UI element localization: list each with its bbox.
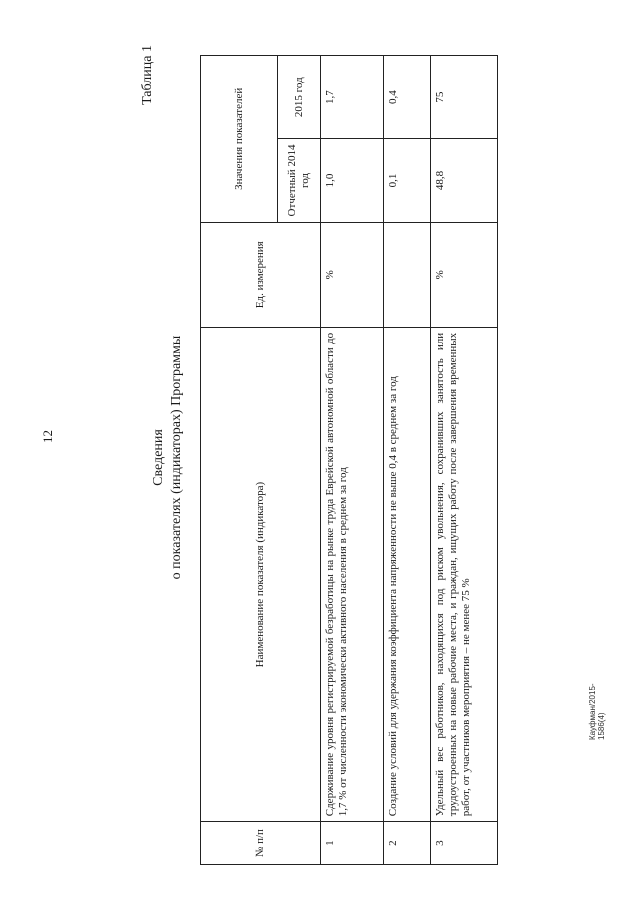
rotated-page-content bbox=[140, 45, 620, 870]
row-num: 1 bbox=[321, 822, 384, 865]
table-row bbox=[431, 56, 498, 865]
title-line-2: о показателях (индикаторах) Программы bbox=[169, 335, 184, 580]
indicators-table bbox=[200, 55, 498, 865]
row-plan-value: 0,4 bbox=[384, 56, 431, 139]
header-unit: Ед. измерения bbox=[201, 222, 321, 327]
row-unit: % bbox=[431, 222, 498, 327]
row-plan-value: 1,7 bbox=[321, 56, 384, 139]
header-num: № п/п bbox=[201, 822, 321, 865]
table-row bbox=[321, 56, 384, 865]
table-caption: Таблица 1 bbox=[140, 45, 155, 105]
page-title bbox=[150, 45, 186, 870]
header-name: Наименование показателя (индикатора) bbox=[201, 327, 321, 821]
row-name: Сдерживание уровня регистрируемой безработицы на рынке труда Еврейской автономной области до 1,7 % от численности экономически активного населения в среднем за год bbox=[321, 327, 384, 821]
row-name: Удельный вес работников, находящихся под риском увольнения, сохранивших занятость или трудоустроенных на новые рабочие места, и граждан, ищущих работу после завершения временных работ, от участников мероприятия – не менее 75 % bbox=[431, 327, 498, 821]
row-name: Создание условий для удержания коэффициента напряженности не выше 0,4 в среднем за год bbox=[384, 327, 431, 821]
title-line-1: Сведения bbox=[151, 429, 166, 486]
table-header-row bbox=[201, 56, 278, 865]
row-unit bbox=[384, 222, 431, 327]
header-plan-year: 2015 год bbox=[278, 56, 321, 139]
row-report-value: 0,1 bbox=[384, 139, 431, 222]
row-num: 2 bbox=[384, 822, 431, 865]
header-report-year: Отчетный 2014 год bbox=[278, 139, 321, 222]
table-row bbox=[384, 56, 431, 865]
row-report-value: 1,0 bbox=[321, 139, 384, 222]
document-stamp: Кауфман/2015-1586(4) bbox=[588, 683, 606, 740]
row-unit: % bbox=[321, 222, 384, 327]
row-report-value: 48,8 bbox=[431, 139, 498, 222]
header-values-group: Значения показателей bbox=[201, 56, 278, 223]
row-num: 3 bbox=[431, 822, 498, 865]
row-plan-value: 75 bbox=[431, 56, 498, 139]
page-number: 12 bbox=[40, 430, 55, 443]
